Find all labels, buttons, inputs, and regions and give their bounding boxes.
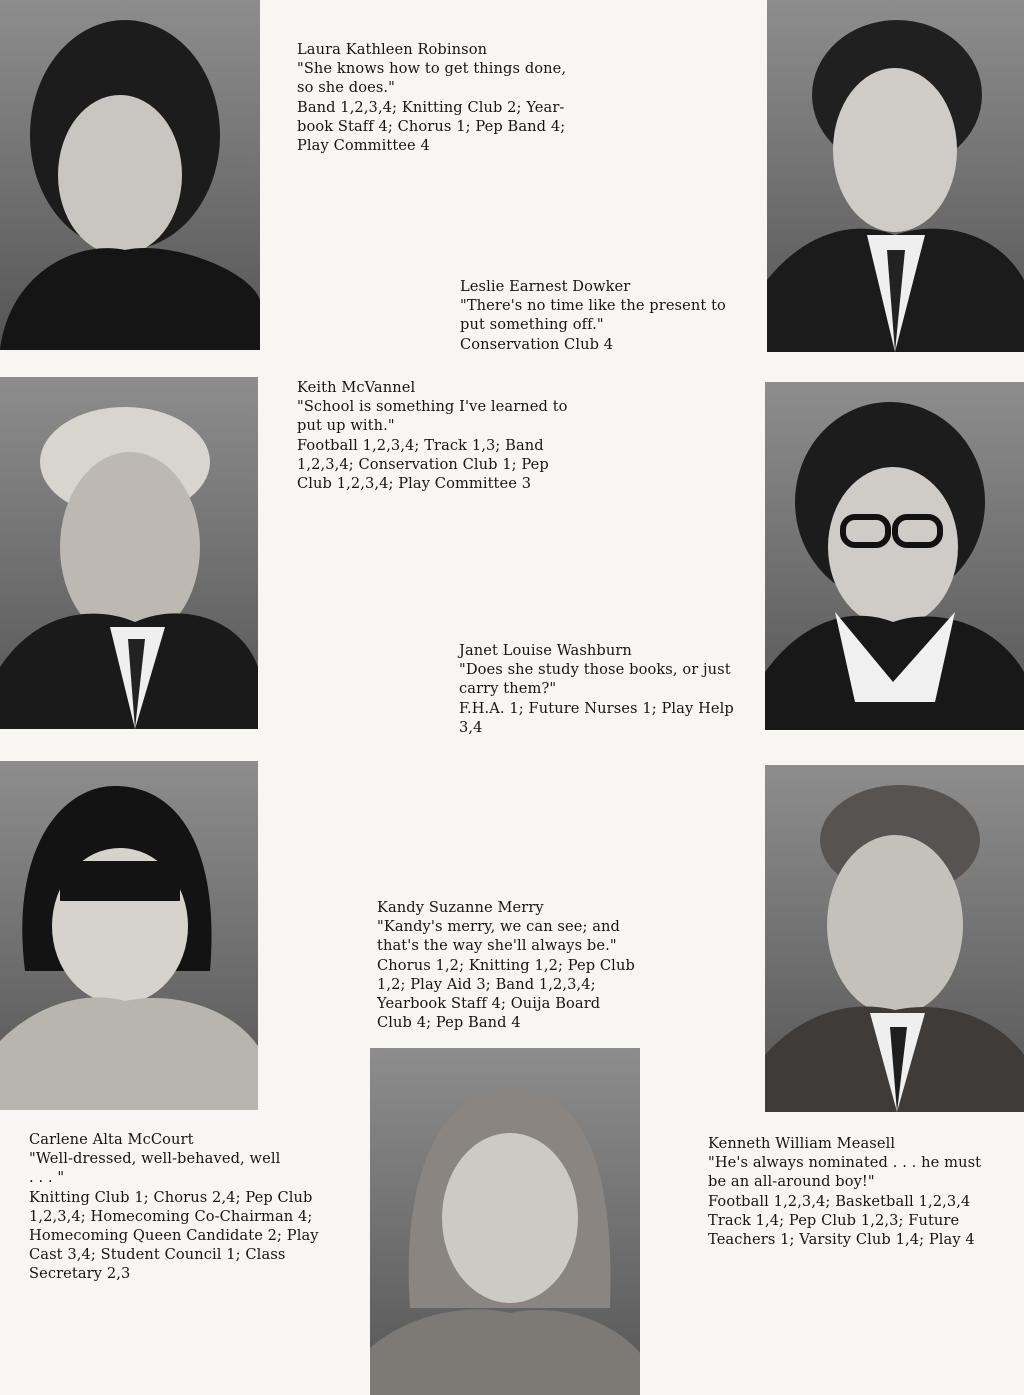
entry-line: "Kandy's merry, we can see; and — [377, 918, 620, 936]
entry-line: Knitting Club 1; Chorus 2,4; Pep Club — [29, 1188, 313, 1206]
entry-kenneth-measell — [708, 1134, 981, 1249]
student-name: Leslie Earnest Dowker — [460, 278, 631, 295]
entry-line: that's the way she'll always be." — [377, 937, 617, 955]
entry-line: Yearbook Staff 4; Ouija Board — [377, 995, 601, 1013]
entry-line: put up with." — [297, 417, 395, 435]
entry-line: be an all-around boy!" — [708, 1173, 875, 1191]
entry-line: "School is something I've learned to — [297, 398, 568, 416]
entry-line: Track 1,4; Pep Club 1,2,3; Future — [708, 1211, 960, 1229]
entry-laura-robinson — [297, 40, 566, 155]
entry-line: Football 1,2,3,4; Track 1,3; Band — [297, 436, 544, 454]
entry-keith-mcvannel — [297, 378, 568, 493]
entry-line: Club 4; Pep Band 4 — [377, 1014, 521, 1032]
student-name: Keith McVannel — [297, 379, 416, 396]
entry-line: F.H.A. 1; Future Nurses 1; Play Help — [459, 699, 734, 717]
portrait-carlene-mccourt — [0, 761, 258, 1110]
entry-line: Teachers 1; Varsity Club 1,4; Play 4 — [708, 1231, 975, 1249]
student-name: Laura Kathleen Robinson — [297, 41, 488, 58]
entry-line: "Does she study those books, or just — [459, 661, 731, 679]
entry-line: Conservation Club 4 — [460, 335, 614, 353]
entry-line: Band 1,2,3,4; Knitting Club 2; Year- — [297, 98, 565, 116]
entry-line: "There's no time like the present to — [460, 297, 726, 315]
entry-line: Play Committee 4 — [297, 137, 430, 155]
portrait-kenneth-measell — [765, 765, 1024, 1112]
entry-line: Club 1,2,3,4; Play Committee 3 — [297, 475, 532, 493]
entry-line: 1,2; Play Aid 3; Band 1,2,3,4; — [377, 975, 596, 993]
portrait-kandy-merry — [370, 1048, 640, 1395]
entry-line: "He's always nominated . . . he must — [708, 1154, 982, 1172]
portrait-laura-robinson — [0, 0, 260, 350]
portrait-keith-mcvannel — [0, 377, 258, 729]
entry-line: "She knows how to get things done, — [297, 60, 567, 78]
entry-line: 3,4 — [459, 718, 483, 736]
entry-line: book Staff 4; Chorus 1; Pep Band 4; — [297, 117, 566, 135]
entry-kandy-merry — [377, 898, 635, 1032]
entry-line: "Well-dressed, well-behaved, well — [29, 1150, 281, 1168]
portrait-janet-washburn — [765, 382, 1024, 730]
entry-line: Football 1,2,3,4; Basketball 1,2,3,4 — [708, 1192, 971, 1210]
entry-line: Chorus 1,2; Knitting 1,2; Pep Club — [377, 956, 635, 974]
entry-janet-washburn — [459, 641, 734, 737]
entry-line: Secretary 2,3 — [29, 1265, 131, 1283]
entry-line: . . . " — [29, 1169, 65, 1187]
entry-carlene-mccourt — [29, 1130, 319, 1284]
entry-line: 1,2,3,4; Homecoming Co-Chairman 4; — [29, 1207, 313, 1225]
entry-line: 1,2,3,4; Conservation Club 1; Pep — [297, 455, 549, 473]
entry-line: put something off." — [460, 316, 604, 334]
entry-line: Homecoming Queen Candidate 2; Play — [29, 1227, 319, 1245]
student-name: Carlene Alta McCourt — [29, 1131, 194, 1148]
student-name: Kandy Suzanne Merry — [377, 899, 544, 916]
entry-line: Cast 3,4; Student Council 1; Class — [29, 1246, 286, 1264]
entry-line: carry them?" — [459, 680, 557, 698]
portrait-leslie-dowker — [767, 0, 1024, 352]
student-name: Kenneth William Measell — [708, 1135, 896, 1152]
entry-leslie-dowker — [460, 277, 726, 354]
student-name: Janet Louise Washburn — [459, 642, 632, 659]
entry-line: so she does." — [297, 79, 395, 97]
